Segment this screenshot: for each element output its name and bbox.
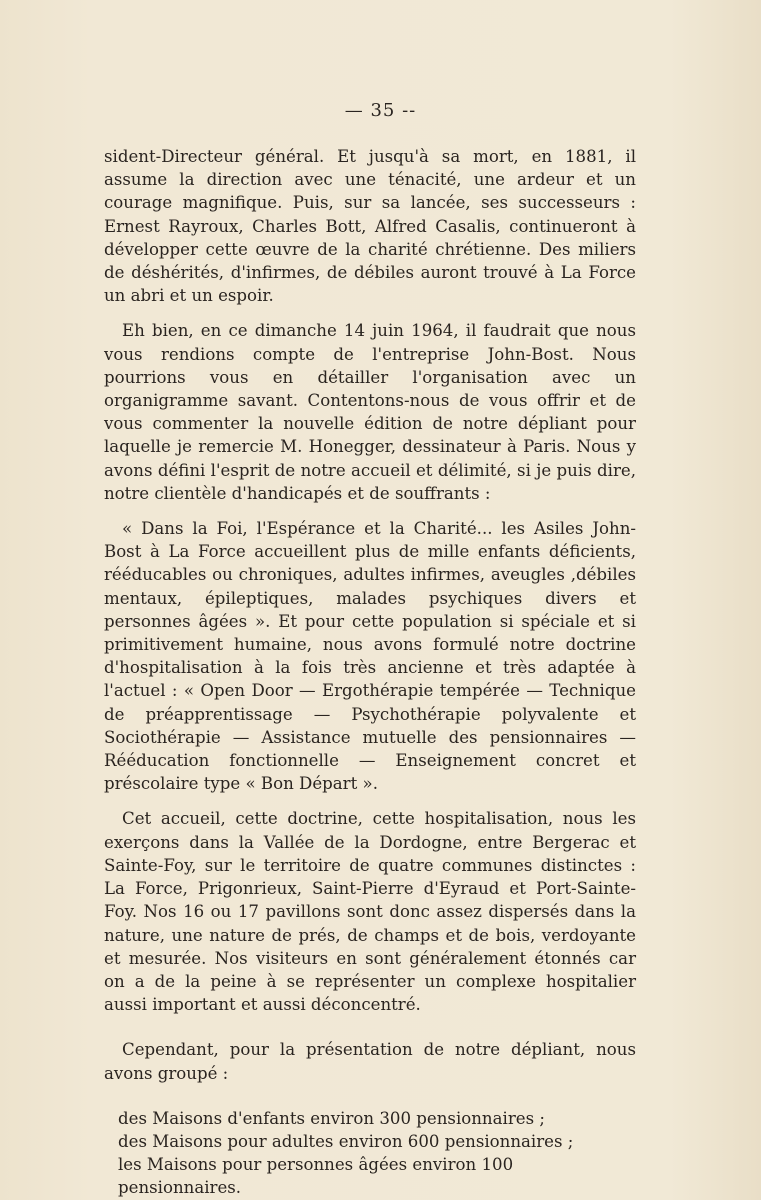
paragraph-3: « Dans la Foi, l'Espérance et la Charité... les Asiles John-Bost à La Force accueillent plus de mille enfants déficients, rééducables ou chroniques, adultes infirmes, aveugles ,débiles mentaux, épileptiques, malades psychiques divers et personnes âgées ». Et pour cette population si spéciale et si primitivement humaine, nous avons formulé notre doctrine d'hospitalisation à la fois très ancienne et très adaptée à l'actuel : « Open Door — Ergothérapie tempérée — Technique de préapprentissage — Psychothérapie polyvalente et Sociothérapie — Assistance mutuelle des pensionnaires — Rééducation fonctionnelle — Enseignement concret et préscolaire type « Bon Départ ». [104,519,636,794]
list-item: des Maisons pour adultes environ 600 pensionnaires ; [118,1131,574,1151]
paragraph-2: Eh bien, en ce dimanche 14 juin 1964, il faudrait que nous vous rendions compte de l'entreprise John-Bost. Nous pourrions vous en détailler l'organisation avec un organigramme savant. Contentons-nous de vous offrir et de vous commenter la nouvelle édition de notre dépliant pour laquelle je remercie M. Honegger, dessinateur à Paris. Nous y avons défini l'esprit de notre accueil et délimité, si je puis dire, notre clientèle d'handicapés et de souffrants : [104,321,636,503]
paragraph-1: sident-Directeur général. Et jusqu'à sa mort, en 1881, il assume la direction avec une ténacité, une ardeur et un courage magnifique. Puis, sur sa lancée, ses successeurs : Ernest Rayroux, Charles Bott, Alfred Casalis, continueront à développer cette œuvre de la charité chrétienne. Des miliers de déshérités, d'infirmes, de débiles auront trouvé à La Force un abri et un espoir. [104,147,636,306]
paragraph-4: Cet accueil, cette doctrine, cette hospitalisation, nous les exerçons dans la Vallée de la Dordogne, entre Bergerac et Sainte-Foy, sur le territoire de quatre communes distinctes : La Force, Prigonrieux, Saint-Pierre d'Eyraud et Port-Sainte-Foy. Nos 16 ou 17 pavillons sont donc assez dispersés dans la nature, une nature de prés, de champs et de bois, verdoyante et mesurée. Nos visiteurs en sont généralement étonnés car on a de la peine à se représenter un complexe hospitalier aussi important et aussi déconcentré. [104,809,636,1015]
paragraph-5: Cependant, pour la présentation de notre dépliant, nous avons groupé : [104,1040,636,1083]
page-number: — 35 -- [344,100,417,121]
list-item: les Maisons pour personnes âgées environ 100 pensionnaires. [118,1155,514,1198]
pensioner-list [118,1107,636,1200]
page-body [104,145,636,1200]
list-item: des Maisons d'enfants environ 300 pensionnaires ; [118,1108,545,1128]
